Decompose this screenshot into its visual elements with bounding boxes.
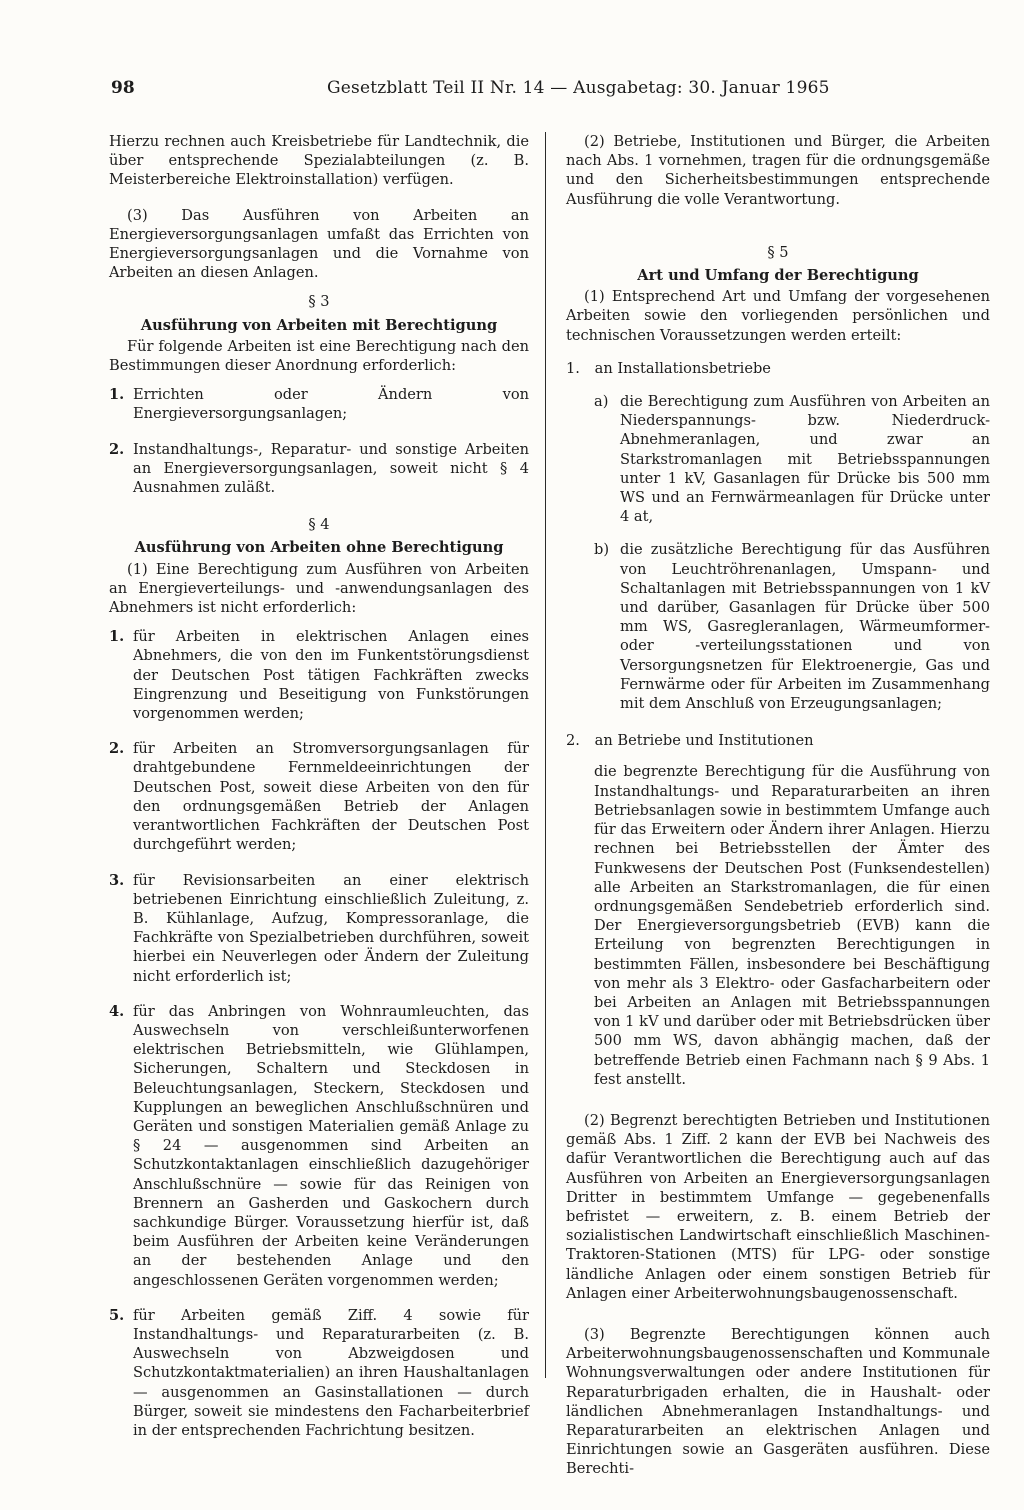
section-4-intro: (1) Eine Berechtigung zum Ausführen von Arbeiten an Energieverteilungs- und -anwendungsanlagen des Abnehmers ist nicht erforderlich: [109,560,529,617]
sub-list-item [566,540,990,713]
item-text: für Revisionsarbeiten an einer elektrisch betriebenen Einrichtung einschließlich Zuleitung, z. B. Kühlanlage, Aufzug, Kompressoranlage, die Fachkräfte von Spezialbetrieben durchführen, soweit hierbei ein Neuverlegen oder Ändern der Zuleitung nicht erforderlich ist; [133,871,529,985]
item-text: für Arbeiten an Stromversorgungsanlagen für drahtgebundene Fernmeldeeinrichtungen der Deutschen Post, soweit diese Arbeiten von den für den ordnungsgemäßen Betrieb der Anlagen verantwortlichen Fachkräften der Deutschen Post durchgeführt werden; [133,740,529,854]
item-number: 1. [109,628,125,646]
item-2-body: die begrenzte Berechtigung für die Ausführung von Instandhaltungs- und Reparaturarbeiten an ihren Betriebsanlagen sowie in bestimmtem Umfange auch für das Erweitern oder Ändern ihrer Anlagen. Hierzu rechnen bei Betriebsstellen der Ämter des Funkwesens der Deutschen Post (Funksendestellen) alle Arbeiten an Starkstromanlagen, die für einen ordnungsgemäßen Sendebetrieb erforderlich sind. Der Energieversorgungsbetrieb (EVB) kann die Erteilung von begrenzten Berechtigungen in bestimmten Fällen, insbesondere bei Beschäftigung von mehr als 3 Elektro- oder Gasfacharbeitern oder bei Arbeiten an Anlagen mit Betriebsspannungen von 1 kV und darüber oder mit Betriebsdrücken über 500 mm WS, davon abhängig machen, daß der betreffende Betrieb einen Fachmann nach § 9 Abs. 1 fest anstellt. [594,763,990,1088]
section-5-number: § 5 [767,243,789,261]
item-number: 2. [109,740,125,758]
right-column [566,132,990,1479]
list-item [109,1306,529,1440]
page-number: 98 [111,78,135,98]
left-column [109,132,529,1440]
item-number: 2. [109,440,125,458]
item-text: Errichten oder Ändern von Energieversorgungsanlagen; [133,386,529,423]
item-text: an Installationsbetriebe [594,359,771,377]
section-3-number: § 3 [308,293,330,311]
section-4-title: Ausführung von Arbeiten ohne Berechtigung [134,539,504,557]
item-number: 2. [566,732,580,750]
list-item [109,871,529,986]
item-text: an Betriebe und Institutionen [594,732,814,750]
list-item [109,627,529,723]
item-text: für das Anbringen von Wohnraumleuchten, das Auswechseln von verschleißunterworfenen elektrischen Betriebsmitteln, wie Glühlampen, Sicherungen, Schaltern und Steckdosen in Beleuchtungsanlagen, Steckern, Steckdosen und Kupplungen an beweglichen Anschlußschnüren und Geräten und sonstigen Materialien gemäß Anlage zu § 24 — ausgenommen sind Arbeiten an Schutzkontaktanlagen einschließlich dazugehöriger Anschlußschnüre — sowie für das Reinigen von Brennern an Gasherden und Gaskochern durch sachkundige Bürger. Voraussetzung hierfür ist, daß beim Ausführen der Arbeiten keine Veränderungen an der bestehenden Anlage und den angeschlossenen Geräten vorgenommen werden; [133,1002,529,1289]
sub-item-text: die Berechtigung zum Ausführen von Arbeiten an Niederspannungs- bzw. Niederdruck-Abnehmeranlagen, und zwar an Starkstromanlagen mit Betriebsspannungen unter 1 kV, Gasanlagen für Drücke bis 500 mm WS und an Fernwärmeanlagen für Drücke unter 4 at, [620,393,990,526]
sub-item-text: die zusätzliche Berechtigung für das Ausführen von Leuchtröhrenanlagen, Umspann- und Schaltanlagen mit Betriebsspannungen von 1 kV und darüber, Gasanlagen für Drücke über 500 mm WS, Gasregleranlagen, Wärmeumformer- oder -verteilungsstationen und von Versorgungsnetzen für Elektroenergie, Gas und Fernwärme oder für Arbeiten im Zusammenhang mit dem Anschluß von Erzeugungsanlagen; [620,541,990,713]
paragraph-3: (3) Das Ausführen von Arbeiten an Energieversorgungsanlagen umfaßt das Errichten von Energieversorgungsanlagen und die Vornahme von Arbeiten an diesen Anlagen. [109,206,529,282]
section-3-intro: Für folgende Arbeiten ist eine Berechtigung nach den Bestimmungen dieser Anordnung erforderlich: [109,337,529,375]
item-number: 1. [109,386,125,404]
section-5-title: Art und Umfang der Berechtigung [637,267,919,285]
list-item [109,440,529,498]
item-number: 1. [566,359,580,377]
sub-list-item [566,392,990,526]
list-item [109,739,529,854]
list-item [566,731,990,750]
item-text: für Arbeiten in elektrischen Anlagen eines Abnehmers, die von den im Funkentstörungsdienst der Deutschen Post tätigen Fachkräften zwecks Eingrenzung und Beseitigung von Funkstörungen vorgenommen werden; [133,628,529,723]
sub-item-letter: b) [594,541,610,559]
gazette-title: Gesetzblatt Teil II Nr. 14 — Ausgabetag: 30. Januar 1965 [327,78,830,98]
section-3-title: Ausführung von Arbeiten mit Berechtigung [140,316,498,334]
paragraph-5-3: (3) Begrenzte Berechtigungen können auch Arbeiterwohnungsbaugenossenschaften und Kommunale Wohnungsverwaltungen oder andere Institutionen für Reparaturbrigaden erhalten, die in Haushalt- oder ländlichen Abnehmeranlagen Instandhaltungs- und Reparaturarbeiten an elektrischen Anlagen und Einrichtungen sowie an Gasgeräten ausführen. Diese Berechti- [566,1325,990,1478]
item-number: 4. [109,1002,125,1020]
item-text: Instandhaltungs-, Reparatur- und sonstige Arbeiten an Energieversorgungsanlagen, soweit nicht § 4 Ausnahmen zuläßt. [133,440,529,497]
list-item [109,385,529,423]
column-divider [545,132,546,1378]
item-number: 5. [109,1306,125,1324]
paragraph-intro: Hierzu rechnen auch Kreisbetriebe für Landtechnik, die über entsprechende Spezialabteilungen (z. B. Meisterbereiche Elektroinstallation) verfügen. [109,133,529,189]
list-item [566,359,990,378]
section-4-number: § 4 [308,516,330,534]
paragraph-4-2: (2) Betriebe, Institutionen und Bürger, die Arbeiten nach Abs. 1 vornehmen, tragen für die ordnungsgemäße und den Sicherheitsbestimmungen entsprechende Ausführung die volle Verantwortung. [566,133,990,208]
section-5-intro: (1) Entsprechend Art und Umfang der vorgesehenen Arbeiten sowie den vorliegenden persönlichen und technischen Voraussetzungen werden erteilt: [566,288,990,344]
page-header [111,78,991,104]
paragraph-5-2: (2) Begrenzt berechtigten Betrieben und Institutionen gemäß Abs. 1 Ziff. 2 kann der EVB bei Nachweis des dafür Verantwortlichen die Berechtigung auch auf das Ausführen von Arbeiten an Energieversorgungsanlagen Dritter in bestimmtem Umfange — gegebenenfalls befristet — erweitern, z. B. einem Betrieb der sozialistischen Landwirtschaft einschließlich Maschinen-Traktoren-Stationen (MTS) für LPG- oder sonstige ländliche Anlagen oder einem sonstigen Betrieb für Anlagen einer Arbeiterwohnungsbaugenossenschaft. [566,1111,990,1302]
item-number: 3. [109,871,125,889]
list-item [109,1002,529,1290]
item-text: für Arbeiten gemäß Ziff. 4 sowie für Instandhaltungs- und Reparaturarbeiten (z. B. Auswechseln von Abzweigdosen und Schutzkontaktmaterialien) an ihren Haushaltanlagen — ausgenommen an Gasinstallationen — durch Bürger, soweit sie mindestens den Facharbeiterbrief in der entsprechenden Fachrichtung besitzen. [133,1306,529,1439]
sub-item-letter: a) [594,393,609,411]
